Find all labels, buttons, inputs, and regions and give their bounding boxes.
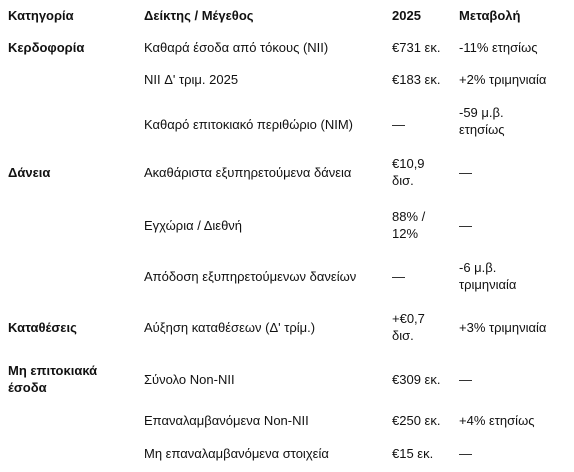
header-category: Κατηγορία: [8, 8, 74, 23]
value-cell: €250 εκ.: [392, 413, 441, 428]
table-row: [0, 155, 574, 188]
change-cell: +3% τριμηνιαία: [459, 320, 547, 335]
table-row: [0, 208, 574, 241]
indicator-cell: Επαναλαμβανόμενα Non-NII: [144, 413, 309, 428]
table-row: [0, 39, 574, 55]
change-cell: —: [459, 218, 472, 233]
value-cell: €15 εκ.: [392, 446, 434, 461]
table-row: [0, 310, 574, 343]
header-year: 2025: [392, 8, 421, 23]
change-cell: —: [459, 372, 472, 387]
indicator-cell: Απόδοση εξυπηρετούμενων δανείων: [144, 269, 357, 284]
table-row: [0, 259, 574, 292]
value-cell: €731 εκ.: [392, 40, 441, 55]
value-cell: €183 εκ.: [392, 72, 441, 87]
indicator-cell: Καθαρό επιτοκιακό περιθώριο (NIM): [144, 117, 353, 132]
header-change: Μεταβολή: [459, 8, 521, 23]
category-cell: Μη επιτοκιακά έσοδα: [8, 363, 98, 395]
table-row: [0, 412, 574, 428]
value-cell: —: [392, 269, 405, 284]
indicator-cell: Καθαρά έσοδα από τόκους (NII): [144, 40, 329, 55]
change-cell: —: [459, 165, 472, 180]
change-cell: -11% ετησίως: [459, 40, 538, 55]
category-cell: Δάνεια: [8, 165, 51, 180]
indicator-cell: Σύνολο Non-NII: [144, 372, 235, 387]
indicator-cell: Εγχώρια / Διεθνή: [144, 218, 243, 233]
table-header: [0, 7, 574, 23]
value-cell: +€0,7 δισ.: [392, 311, 425, 343]
value-cell: —: [392, 117, 405, 132]
value-cell: €10,9 δισ.: [392, 156, 425, 188]
indicator-cell: Αύξηση καταθέσεων (Δ' τρίμ.): [144, 320, 316, 335]
indicator-cell: Ακαθάριστα εξυπηρετούμενα δάνεια: [144, 165, 352, 180]
category-cell: Κερδοφορία: [8, 40, 85, 55]
change-cell: +2% τριμηνιαία: [459, 72, 547, 87]
table-row: [0, 71, 574, 87]
table-row: [0, 104, 574, 137]
value-cell: 88% / 12%: [392, 209, 426, 241]
value-cell: €309 εκ.: [392, 372, 441, 387]
table-row: [0, 362, 574, 395]
table-row: [0, 445, 574, 461]
change-cell: +4% ετησίως: [459, 413, 535, 428]
change-cell: -59 μ.β. ετησίως: [459, 105, 505, 137]
indicator-cell: NII Δ' τριμ. 2025: [144, 72, 239, 87]
change-cell: -6 μ.β. τριμηνιαία: [459, 260, 517, 292]
change-cell: —: [459, 446, 472, 461]
header-indicator: Δείκτης / Μέγεθος: [144, 8, 254, 23]
indicator-cell: Μη επαναλαμβανόμενα στοιχεία: [144, 446, 329, 461]
category-cell: Καταθέσεις: [8, 320, 77, 335]
